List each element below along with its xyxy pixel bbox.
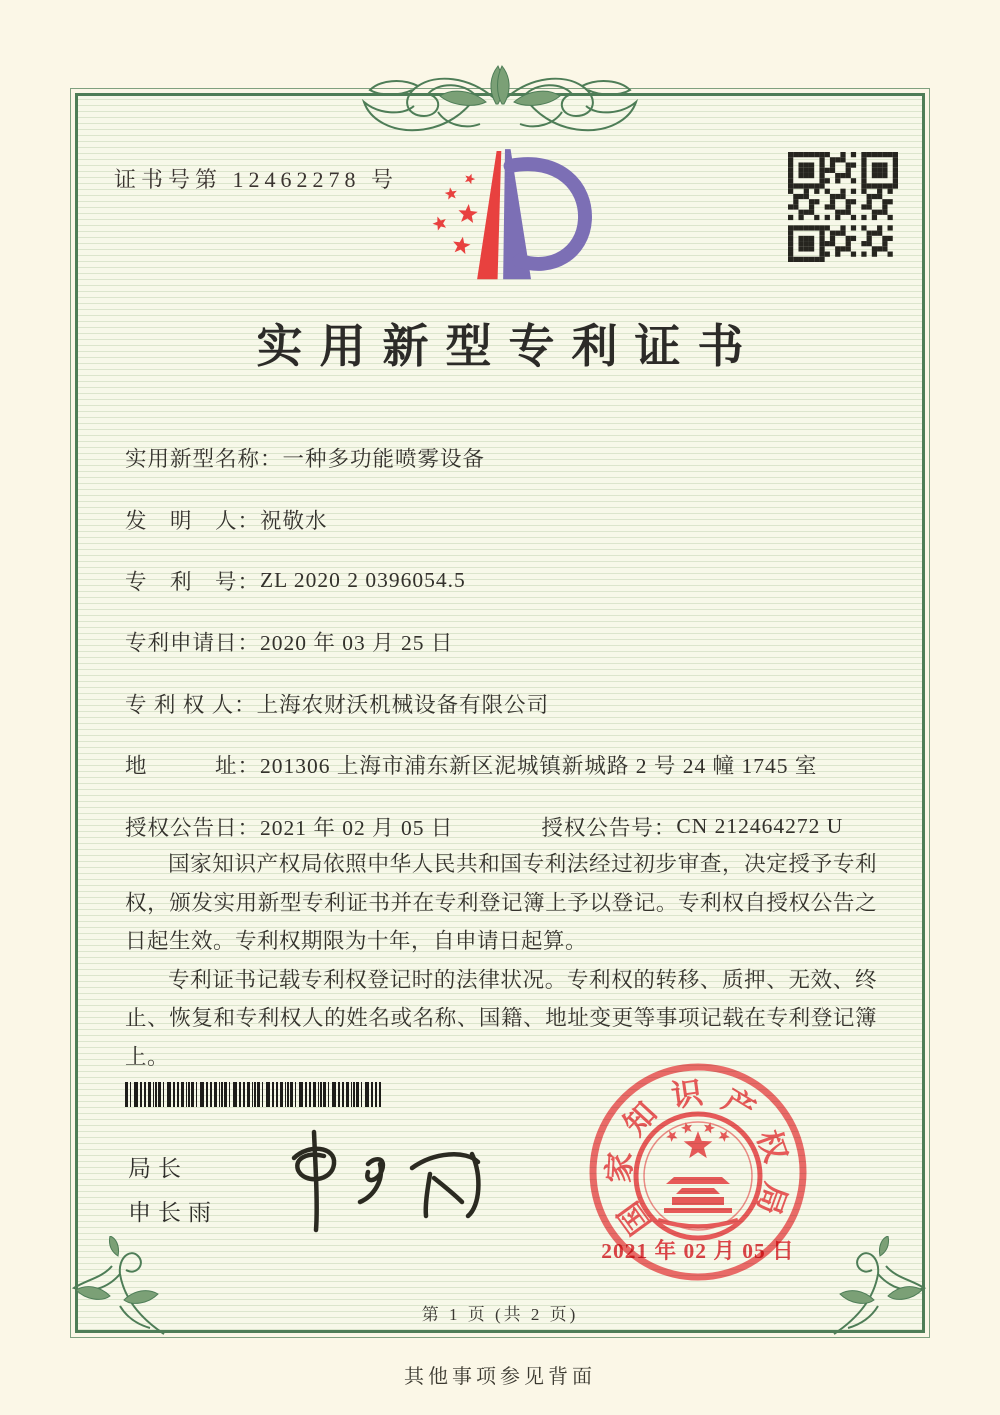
svg-text:家: 家 — [601, 1150, 639, 1184]
field-label: 专 利 权 人： — [125, 692, 257, 717]
national-emblem-icon — [636, 1114, 760, 1238]
barcode — [125, 1082, 381, 1107]
svg-text:权: 权 — [750, 1125, 794, 1167]
svg-text:国: 国 — [611, 1195, 658, 1241]
field-value: 201306 上海市浦东新区泥城镇新城路 2 号 24 幢 1745 室 — [260, 754, 818, 779]
director-signature — [252, 1118, 527, 1248]
field-label: 发 明 人： — [125, 508, 261, 533]
seal-date: 2021 年 02 月 05 日 — [601, 1239, 795, 1263]
legal-paragraph-2: 专利证书记载专利权登记时的法律状况。专利权的转移、质押、无效、终止、恢复和专利权人的姓名或名称、国籍、地址变更等事项记载在专利登记簿上。 — [125, 967, 877, 1069]
signer-title: 局长 — [128, 1155, 188, 1181]
field-value: 2021 年 02 月 05 日 — [260, 815, 454, 840]
field-row-address — [125, 734, 895, 795]
page-number: 第 1 页 (共 2 页) — [421, 1305, 579, 1324]
field-row-patentee — [125, 673, 895, 734]
field-row-name — [125, 427, 895, 488]
field-row-filing-date — [125, 611, 895, 672]
certificate-number: 证书号第 12462278 号 — [114, 167, 399, 192]
field-label: 专 利 号： — [125, 569, 261, 594]
svg-text:产: 产 — [716, 1081, 762, 1128]
legal-paragraph-1: 国家知识产权局依照中华人民共和国专利法经过初步审查，决定授予专利权，颁发实用新型专利证书并在专利登记簿上予以登记。专利权自授权公告之日起生效。专利权期限为十年，自申请日起算。 — [125, 852, 877, 953]
signer-name: 申长雨 — [128, 1199, 218, 1225]
field-value: 上海农财沃机械设备有限公司 — [256, 692, 550, 717]
qr-code — [788, 152, 898, 262]
field-row-inventor — [125, 488, 895, 549]
back-side-note: 其他事项参见背面 — [404, 1366, 596, 1388]
svg-text:知: 知 — [616, 1095, 664, 1143]
field-label: 实用新型名称： — [125, 447, 283, 472]
field-label: 地 址： — [125, 754, 261, 779]
field-value: 一种多功能喷雾设备 — [282, 447, 486, 472]
svg-text:识: 识 — [669, 1074, 705, 1114]
field-value: CN 212464272 U — [676, 813, 844, 838]
field-label: 专利申请日： — [125, 631, 261, 656]
cnipa-logo-icon — [412, 138, 598, 296]
floral-ornament-top — [318, 50, 682, 150]
field-value: 2020 年 03 月 25 日 — [260, 631, 454, 656]
field-value: ZL 2020 2 0396054.5 — [260, 567, 466, 592]
field-label: 授权公告号： — [541, 815, 677, 840]
field-value: 祝敬水 — [260, 508, 328, 533]
field-row-patent-number — [125, 550, 895, 611]
certificate-title: 实用新型专利证书 — [256, 321, 761, 372]
legal-text — [125, 845, 877, 1076]
svg-text:局: 局 — [750, 1178, 794, 1220]
field-list — [125, 427, 895, 857]
field-label: 授权公告日： — [125, 815, 261, 840]
